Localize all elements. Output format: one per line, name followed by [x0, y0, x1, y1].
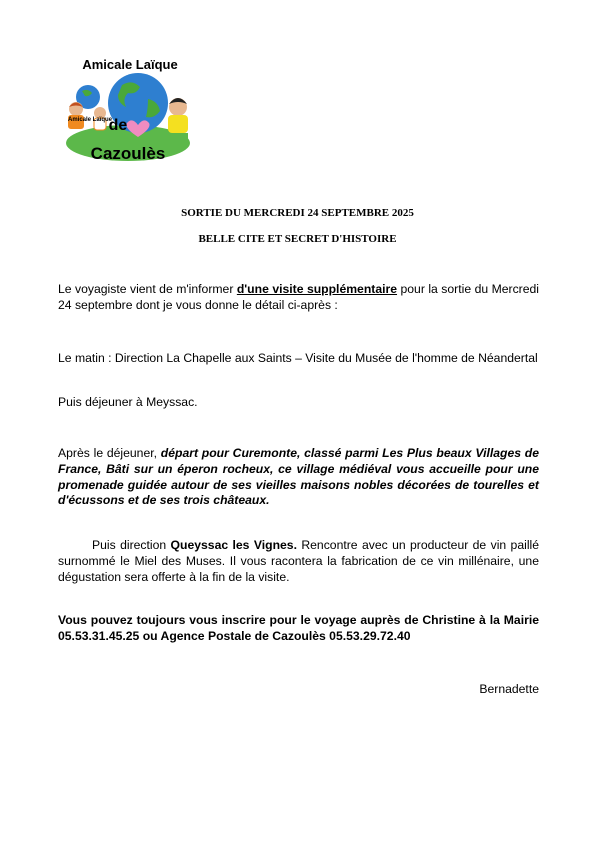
svg-text:de: de — [108, 117, 128, 134]
intro-paragraph: Le voyagiste vient de m'informer d'une visite supplémentaire pour la sortie du Mercredi 24 septembre dont je vous donne le détail ci-après : — [58, 282, 539, 312]
queyssac-paragraph: Puis direction Queyssac les Vignes. Rencontre avec un producteur de vin paillé surnommé le Miel des Muses. Il vous racontera la fabrication de ce vin millénaire, une dégustation sera offerte à la fin de la visite. — [58, 538, 540, 584]
outing-subtitle: BELLE CITE ET SECRET D'HISTOIRE — [198, 233, 397, 245]
svg-text:Amicale Laïque: Amicale Laïque — [67, 117, 113, 123]
registration-paragraph: Vous pouvez toujours vous inscrire pour le voyage auprès de Christine à la Mairie 05.53.31.45.25 ou Agence Postale de Cazoulès 05.53.29.72.40 — [58, 613, 539, 643]
curemonte-emphasis: départ pour Curemonte, classé parmi Les Plus beaux Villages de France, Bâti sur un éperon rocheux, ce village médiéval vous accueille pour une promenade guidée autour de ses vieilles maisons nobles décorées de tourelles et d'écussons et de ses trois châteaux. — [58, 446, 539, 508]
logo-title-text: Amicale Laïque — [82, 57, 178, 72]
morning-paragraph: Le matin : Direction La Chapelle aux Saints – Visite du Musée de l'homme de Néandertal — [58, 351, 538, 365]
svg-text:Cazoulès: Cazoulès — [90, 144, 166, 163]
signature: Bernadette — [479, 682, 539, 696]
lunch-paragraph: Puis déjeuner à Meyssac. — [58, 395, 198, 409]
queyssac-emphasis: Queyssac les Vignes. — [170, 538, 297, 552]
extra-visit-emphasis: d'une visite supplémentaire — [236, 282, 398, 296]
afternoon-paragraph: Après le déjeuner, départ pour Curemonte, classé parmi Les Plus beaux Villages de France, Bâti sur un éperon rocheux, ce village médiéval vous accueille pour une promenade guidée autour de ses vieilles maisons nobles décorées de tourelles et d'écussons et de ses trois châteaux. — [58, 446, 539, 508]
outing-title: SORTIE DU MERCREDI 24 SEPTEMBRE 2025 — [181, 207, 414, 219]
amicale-laique-logo — [60, 55, 200, 170]
